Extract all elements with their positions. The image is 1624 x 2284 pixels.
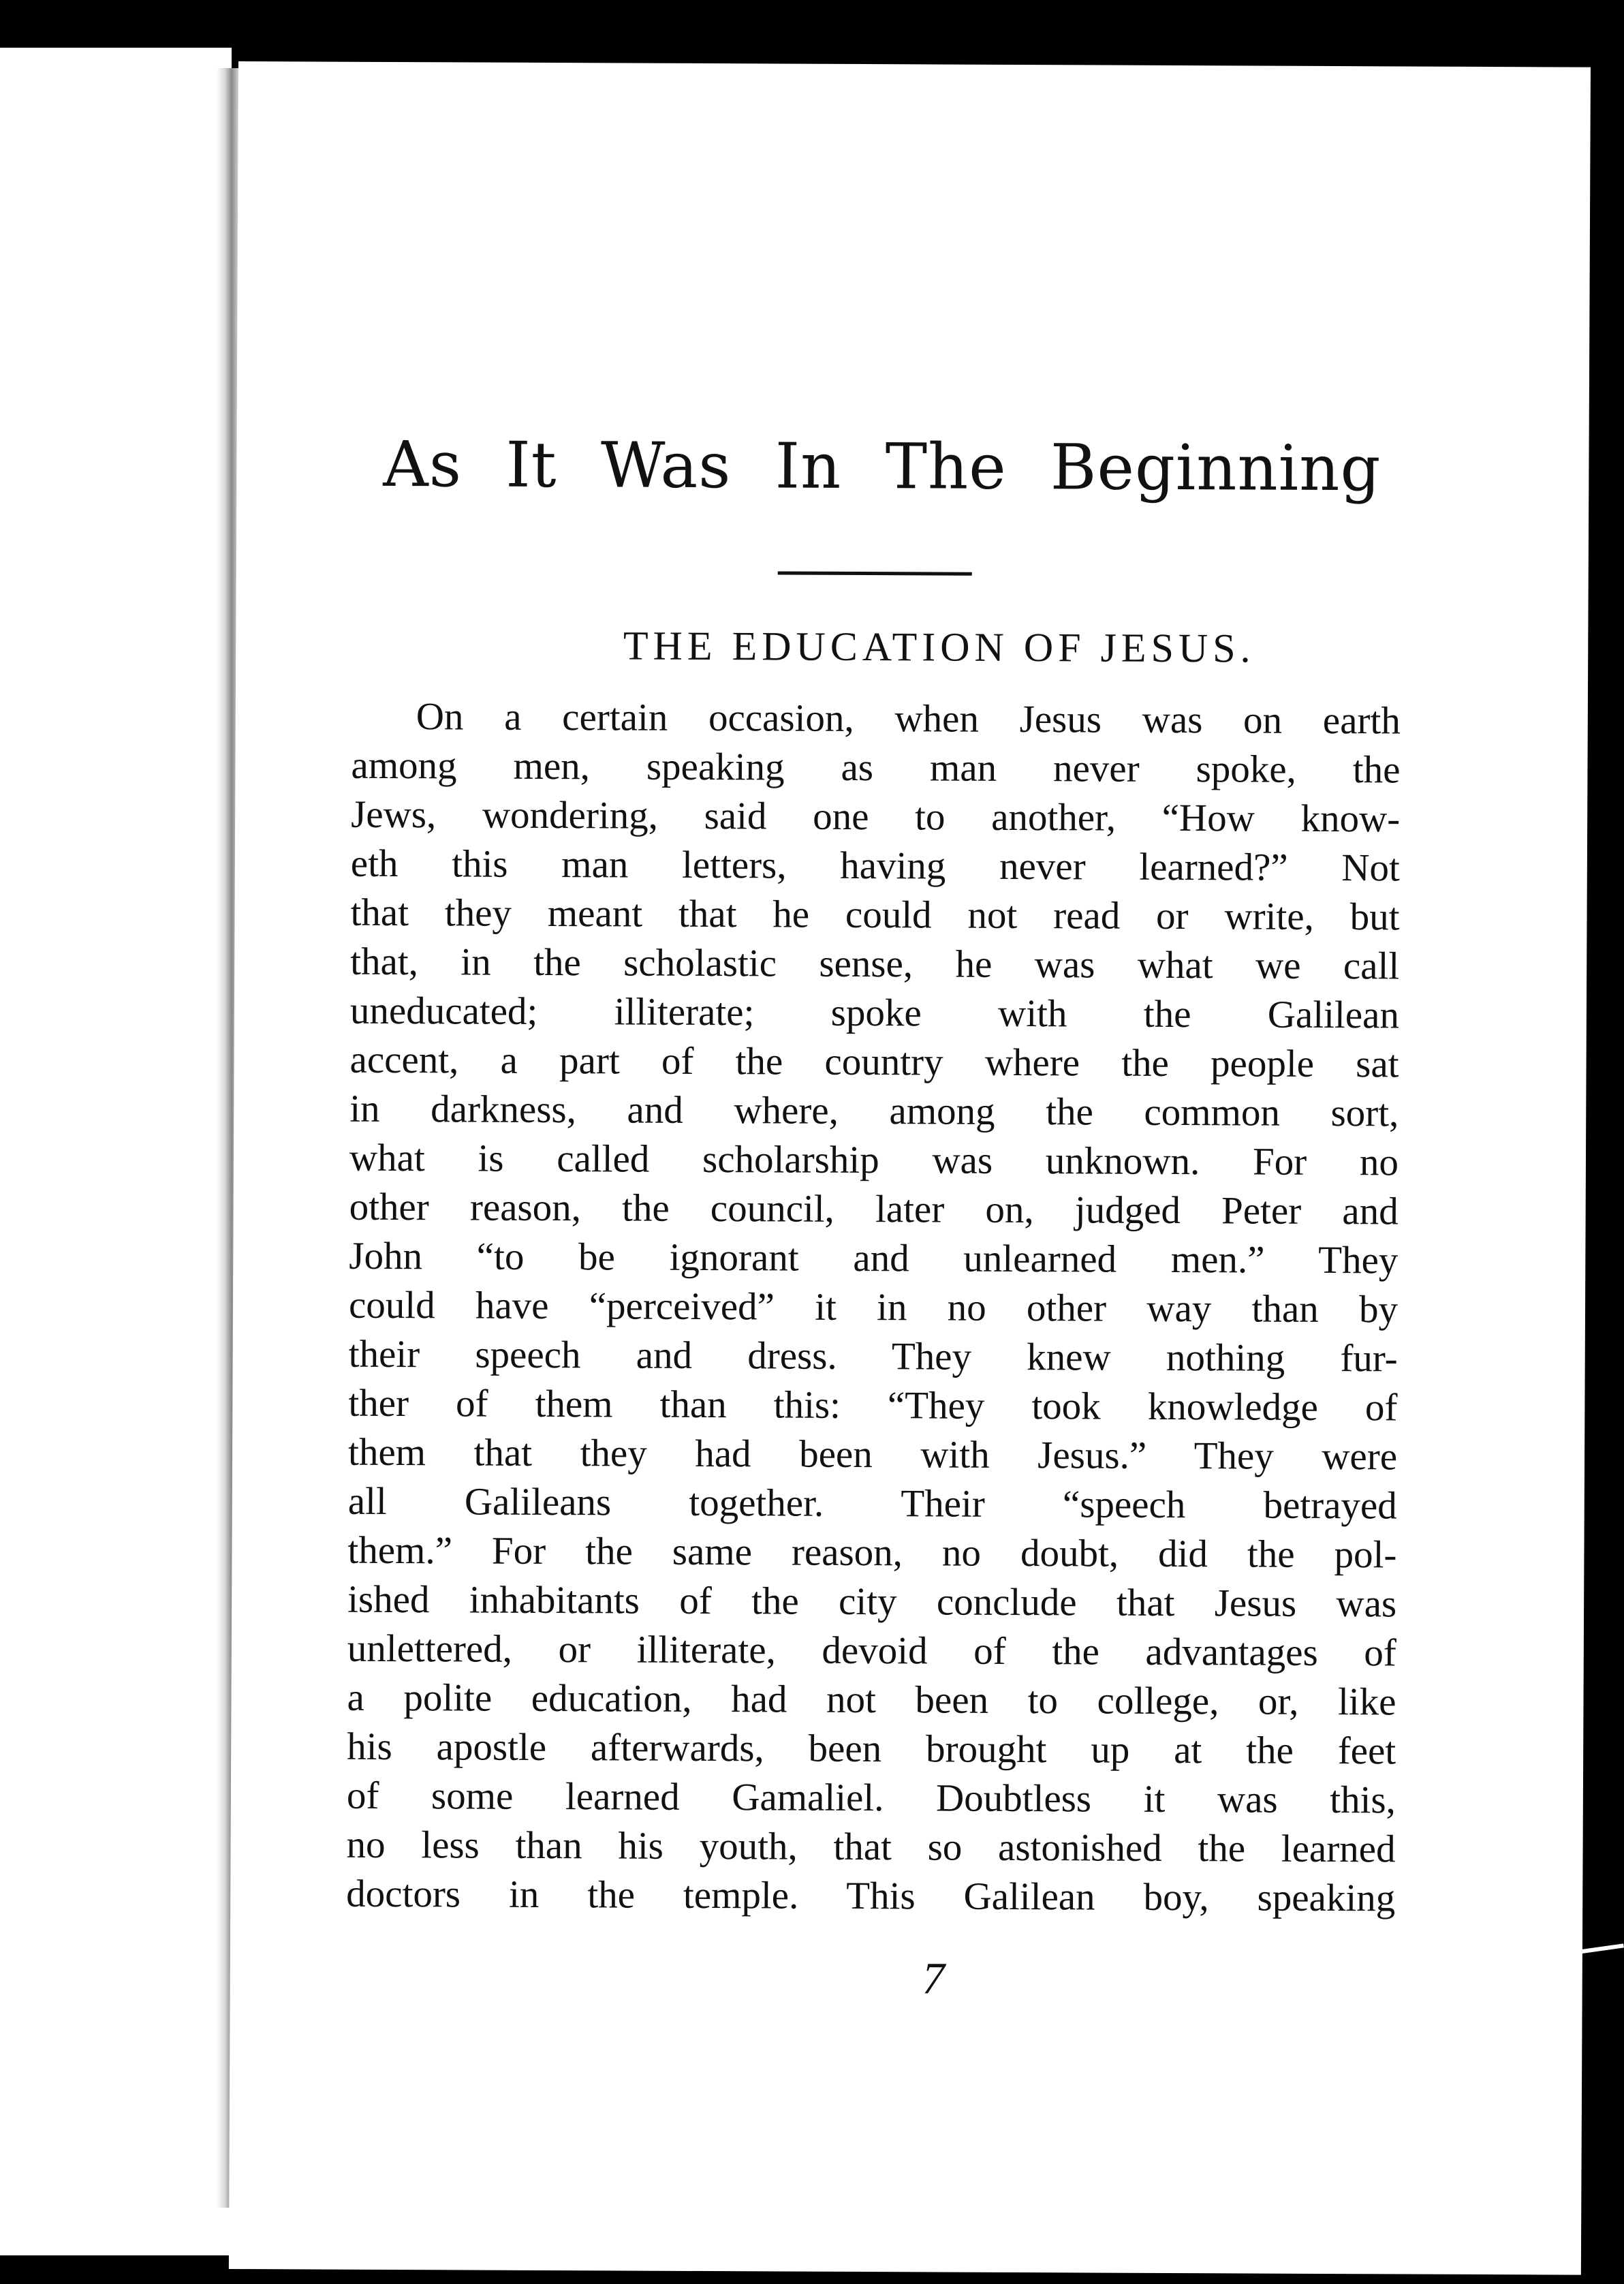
running-title-word: In bbox=[775, 429, 842, 503]
text-line: that they meant that he could not read or write, but bbox=[350, 891, 1400, 939]
text-line: no less than his youth, that so astonished the learned bbox=[346, 1823, 1396, 1871]
running-title-word: It bbox=[505, 428, 557, 502]
text-line: Jews, wondering, said one to another, “How know- bbox=[351, 792, 1401, 841]
text-line: all Galileans together. Their “speech betrayed bbox=[347, 1479, 1397, 1528]
text-line: other reason, the council, later on, judged Peter and bbox=[349, 1185, 1399, 1233]
text-line: a polite education, had not been to college, or, like bbox=[347, 1676, 1396, 1724]
text-line: among men, speaking as man never spoke, the bbox=[351, 743, 1401, 792]
left-page-edge bbox=[0, 48, 232, 2255]
text-line: ished inhabitants of the city conclude that Jesus was bbox=[347, 1577, 1397, 1626]
text-line: ther of them than this: “They took knowledge of bbox=[348, 1381, 1398, 1430]
body-text bbox=[346, 692, 1401, 1924]
running-title-word: Beginning bbox=[1050, 431, 1381, 506]
running-title bbox=[383, 427, 1381, 506]
text-line: unlettered, or illiterate, devoid of the advantages of bbox=[347, 1626, 1396, 1675]
text-line: doctors in the temple. This Galilean boy, speaking bbox=[346, 1872, 1396, 1920]
text-line: of some learned Gamaliel. Doubtless it was this, bbox=[346, 1774, 1396, 1822]
page-number: 7 bbox=[922, 1954, 945, 2004]
text-line: could have “perceived” it in no other way than by bbox=[348, 1283, 1399, 1331]
text-line: what is called scholarship was unknown. For no bbox=[349, 1136, 1399, 1184]
text-line: their speech and dress. They knew nothing fur- bbox=[348, 1332, 1398, 1380]
text-line: John “to be ignorant and unlearned men.” They bbox=[349, 1234, 1399, 1282]
running-title-word: Was bbox=[600, 429, 732, 503]
text-line: them that they had been with Jesus.” They were bbox=[347, 1430, 1398, 1479]
text-line: his apostle afterwards, been brought up at the feet bbox=[347, 1725, 1396, 1773]
text-line: uneducated; illiterate; spoke with the Galilean bbox=[349, 989, 1400, 1037]
running-title-word: The bbox=[885, 430, 1007, 504]
text-line: eth this man letters, having never learned?” Not bbox=[350, 842, 1400, 890]
section-heading: THE EDUCATION OF JESUS. bbox=[623, 623, 1255, 671]
text-line: them.” For the same reason, no doubt, did the pol- bbox=[347, 1528, 1397, 1577]
running-title-word: As bbox=[383, 427, 463, 501]
title-rule bbox=[778, 571, 972, 575]
text-line: accent, a part of the country where the people sat bbox=[349, 1038, 1399, 1086]
text-line: that, in the scholastic sense, he was what we call bbox=[350, 940, 1400, 988]
book-page bbox=[229, 61, 1591, 2275]
text-line: in darkness, and where, among the common sort, bbox=[349, 1087, 1399, 1135]
text-line: On a certain occasion, when Jesus was on earth bbox=[416, 695, 1401, 743]
